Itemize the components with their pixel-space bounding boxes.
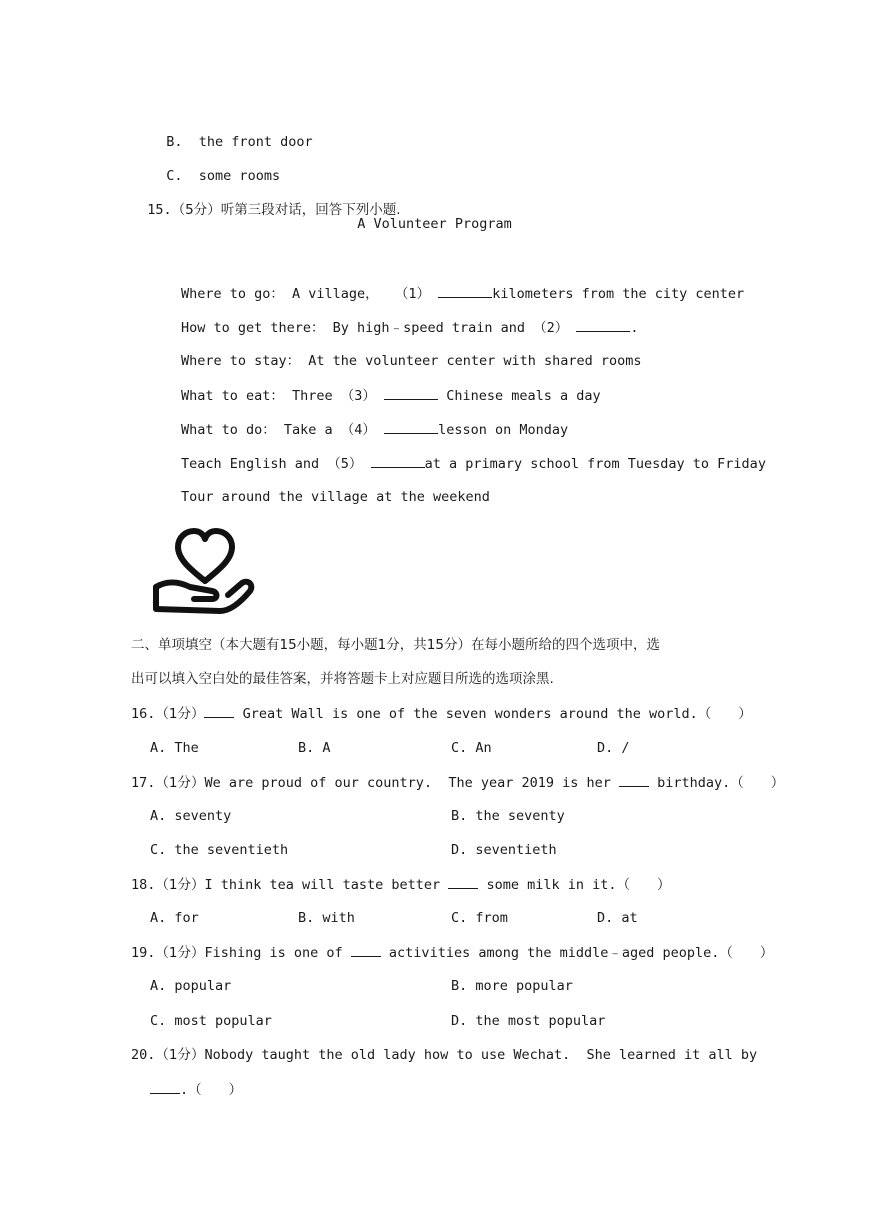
program-line-5: What to do： Take a （4） lesson on Monday: [181, 419, 568, 440]
question-19: 19.（1分）Fishing is one of activities among the middle﹣aged people.（ ）: [131, 942, 773, 963]
option-d[interactable]: D. the most popular: [451, 1013, 606, 1029]
section-2-instructions-cont: 出可以填入空白处的最佳答案，并将答题卡上对应题目所选的选项涂黑.: [131, 671, 554, 687]
option-a[interactable]: A. seventy: [150, 808, 232, 824]
answer-blank: [150, 1079, 180, 1094]
program-line-1: Where to go： A village， （1） kilometers from the city center: [181, 283, 744, 304]
program-line-7: Tour around the village at the weekend: [181, 489, 490, 505]
program-line-6: Teach English and （5） at a primary school from Tuesday to Friday: [181, 453, 766, 474]
question-number: 15.: [147, 202, 172, 218]
option-b[interactable]: B. A: [298, 740, 331, 756]
answer-blank: [204, 703, 234, 718]
option-c[interactable]: C. the seventieth: [150, 842, 289, 858]
option-b[interactable]: B. the seventy: [451, 808, 565, 824]
option-d[interactable]: D. /: [597, 740, 630, 756]
program-line-2: How to get there： By high﹣speed train and （2） .: [181, 317, 639, 338]
option-a[interactable]: A. The: [150, 740, 199, 756]
program-line-3: Where to stay： At the volunteer center with shared rooms: [181, 353, 642, 369]
option-a[interactable]: A. popular: [150, 978, 232, 994]
answer-blank: [384, 385, 438, 400]
volunteer-program-title: A Volunteer Program: [357, 216, 512, 232]
option-letter: B.: [166, 134, 183, 150]
option-text: the front door: [198, 134, 313, 150]
option-b[interactable]: B. with: [298, 910, 355, 926]
option-letter: C.: [166, 168, 183, 184]
question-20-cont: .（ ）: [150, 1079, 242, 1100]
question-20: 20.（1分）Nobody taught the old lady how to use Wechat. She learned it all by: [131, 1047, 758, 1063]
question-18: 18.（1分）I think tea will taste better some milk in it.（ ）: [131, 874, 671, 895]
answer-blank: [371, 453, 425, 468]
answer-blank: [448, 874, 478, 889]
question-score: （5分）: [171, 202, 221, 218]
answer-blank: [619, 772, 649, 787]
option-c[interactable]: C. from: [451, 910, 508, 926]
heart-in-hand-icon: [150, 525, 260, 617]
option-a[interactable]: A. for: [150, 910, 199, 926]
question-16: 16.（1分） Great Wall is one of the seven wonders around the world.（ ）: [131, 703, 752, 724]
answer-blank: [351, 942, 381, 957]
option-d[interactable]: D. at: [597, 910, 638, 926]
option-text: some rooms: [198, 168, 281, 184]
answer-blank: [438, 283, 492, 298]
question-prompt: 听第三段对话，回答下列小题.: [220, 202, 401, 218]
option-c[interactable]: C. most popular: [150, 1013, 272, 1029]
option-c[interactable]: C. An: [451, 740, 492, 756]
question-17: 17.（1分）We are proud of our country. The year 2019 is her birthday.（ ）: [131, 772, 784, 793]
answer-blank: [384, 419, 438, 434]
answer-blank: [576, 317, 630, 332]
program-line-4: What to eat： Three （3） Chinese meals a day: [181, 385, 601, 406]
section-2-instructions: 二、单项填空（本大题有15小题，每小题1分，共15分）在每小题所给的四个选项中，选: [131, 637, 660, 653]
option-b[interactable]: B. more popular: [451, 978, 573, 994]
option-d[interactable]: D. seventieth: [451, 842, 557, 858]
